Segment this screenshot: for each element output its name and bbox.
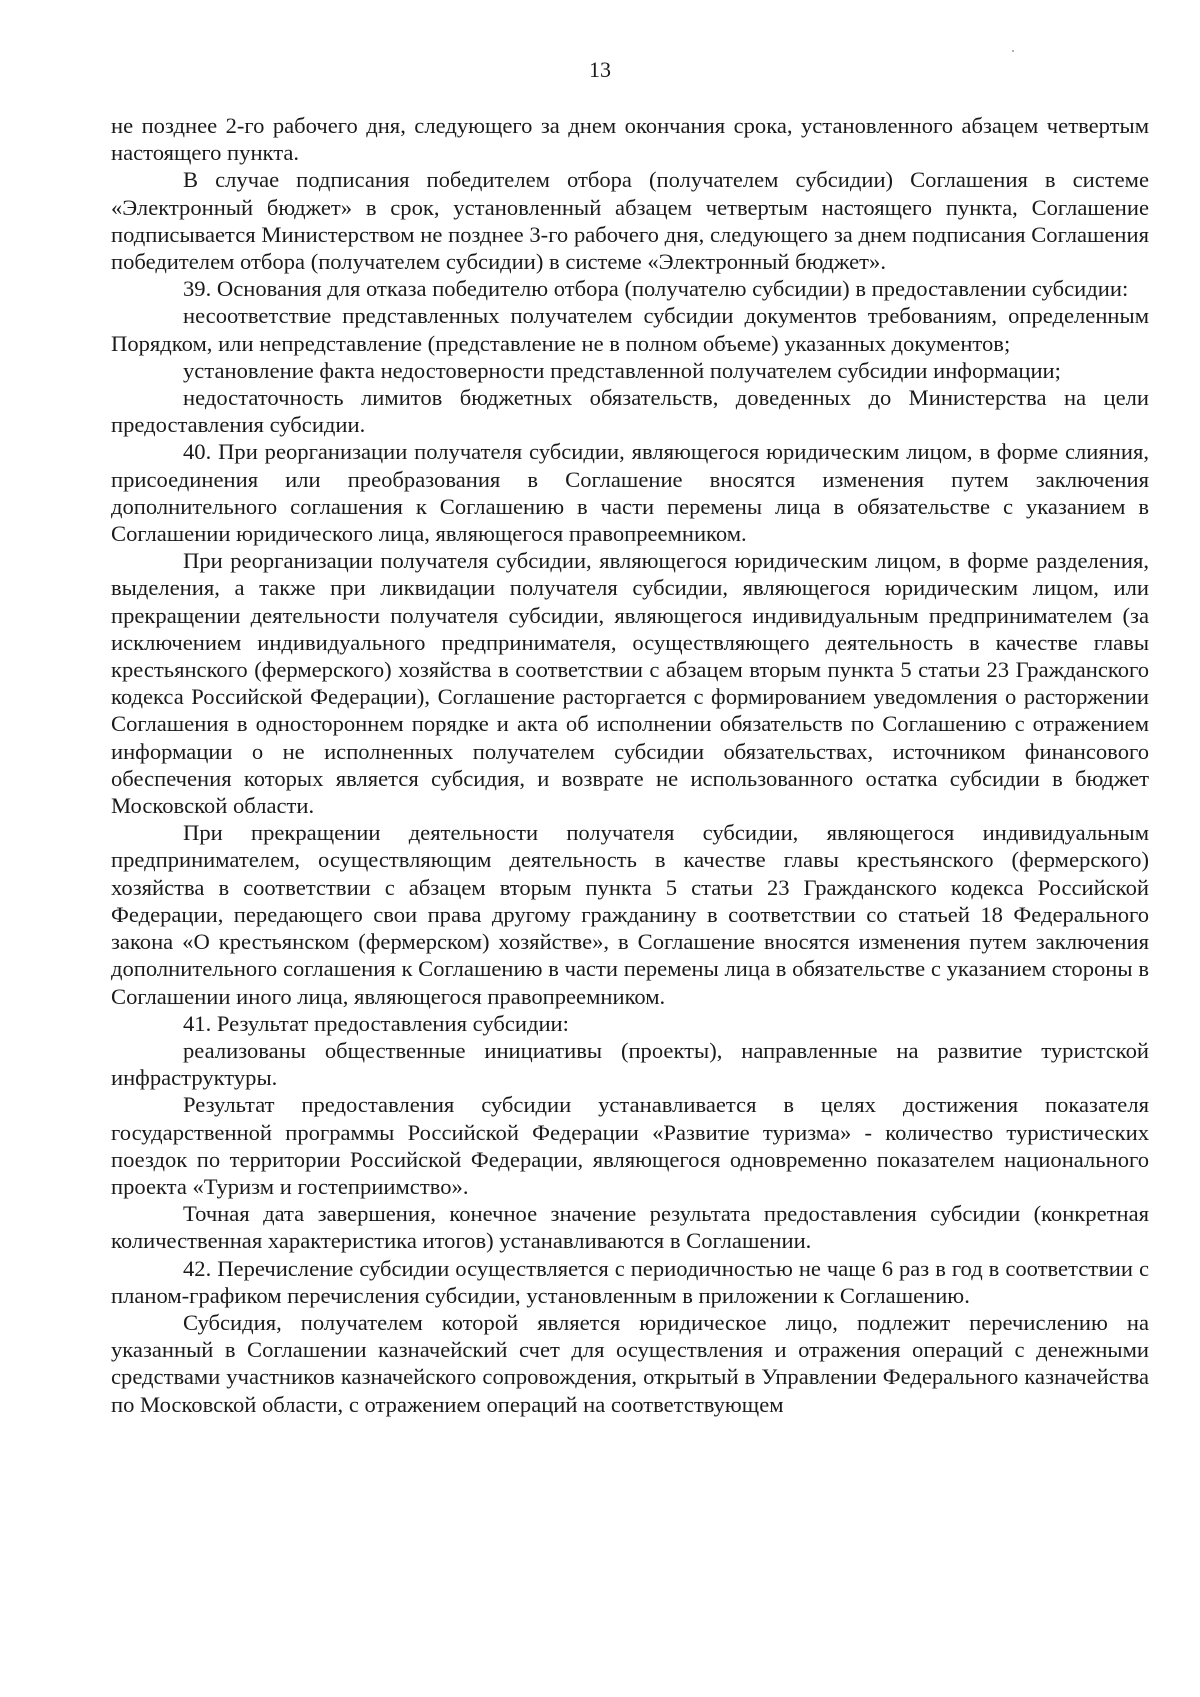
paragraph-item-39: 39. Основания для отказа победителю отбора (получателю субсидии) в предоставлении субсидии: bbox=[183, 276, 1129, 302]
paragraph: реализованы общественные инициативы (проекты), направленные на развитие туристской инфраструктуры. bbox=[111, 1037, 1149, 1091]
paragraph: При прекращении деятельности получателя субсидии, являющегося индивидуальным предпринимателем, осуществляющим деятельность в качестве главы крестьянского (фермерского) хозяйства в соответствии с абзацем вторым пункта 5 статьи 23 Гражданского кодекса Российской Федерации, передающего свои права другому гражданину в соответствии со статьей 18 Федерального закона «О крестьянском (фермерском) хозяйстве», в Соглашение вносятся изменения путем заключения дополнительного соглашения к Соглашению в части перемены лица в обязательстве с указанием стороны в Соглашении иного лица, являющегося правопреемником. bbox=[111, 820, 1149, 1009]
paragraph: установление факта недостоверности представленной получателем субсидии информации; bbox=[183, 357, 1061, 383]
paragraph: В случае подписания победителем отбора (получателем субсидии) Соглашения в системе «Электронный бюджет» в срок, установленный абзацем четвертым настоящего пункта, Соглашение подписывается Министерством не позднее 3-го рабочего дня, следующего за днем подписания Соглашения победителем отбора (получателем субсидии) в системе «Электронный бюджет». bbox=[111, 167, 1149, 275]
paragraph: Субсидия, получателем которой является юридическое лицо, подлежит перечислению на указанный в Соглашении казначейский счет для осуществления и отражения операций с денежными средствами участников казначейского сопровождения, открытый в Управлении Федерального казначейства по Московской области, с отражением операций на соответствующем bbox=[111, 1309, 1149, 1417]
paragraph-item-41: 41. Результат предоставления субсидии: bbox=[183, 1010, 569, 1036]
scan-artifact bbox=[1012, 50, 1014, 52]
document-body bbox=[111, 112, 1149, 1418]
paragraph: недостаточность лимитов бюджетных обязательств, доведенных до Министерства на цели предоставления субсидии. bbox=[111, 385, 1149, 438]
paragraph-continuation: не позднее 2-го рабочего дня, следующего за днем окончания срока, установленного абзацем четвертым настоящего пункта. bbox=[111, 113, 1149, 166]
paragraph-item-42: 42. Перечисление субсидии осуществляется с периодичностью не чаще 6 раз в год в соответствии с планом-графиком перечисления субсидии, установленным в приложении к Соглашению. bbox=[111, 1255, 1149, 1308]
paragraph: несоответствие представленных получателем субсидии документов требованиям, определенным Порядком, или непредставление (представление не в полном объеме) указанных документов; bbox=[111, 303, 1149, 356]
paragraph: Результат предоставления субсидии устанавливается в целях достижения показателя государственной программы Российской Федерации «Развитие туризма» - количество туристических поездок по территории Российской Федерации, являющегося одновременно показателем национального проекта «Туризм и гостеприимство». bbox=[111, 1092, 1149, 1199]
page-number: 13 bbox=[589, 57, 611, 82]
paragraph: Точная дата завершения, конечное значение результата предоставления субсидии (конкретная количественная характеристика итогов) устанавливаются в Соглашении. bbox=[111, 1201, 1149, 1254]
paragraph: При реорганизации получателя субсидии, являющегося юридическим лицом, в форме разделения, выделения, а также при ликвидации получателя субсидии, являющегося юридическим лицом, или прекращении деятельности получателя субсидии, являющегося индивидуальным предпринимателем (за исключением индивидуального предпринимателя, осуществляющего деятельность в качестве главы крестьянского (фермерского) хозяйства в соответствии с абзацем вторым пункта 5 статьи 23 Гражданского кодекса Российской Федерации), Соглашение расторгается с формированием уведомления о расторжении Соглашения в одностороннем порядке и акта об исполнении обязательств по Соглашению с отражением информации о не исполненных получателем субсидии обязательствах, источником финансового обеспечения которых является субсидия, и возврате не использованного остатка субсидии в бюджет Московской области. bbox=[111, 548, 1149, 819]
paragraph-item-40: 40. При реорганизации получателя субсидии, являющегося юридическим лицом, в форме слияния, присоединения или преобразования в Соглашение вносятся изменения путем заключения дополнительного соглашения к Соглашению в части перемены лица в обязательстве с указанием в Соглашении юридического лица, являющегося правопреемником. bbox=[111, 439, 1149, 547]
